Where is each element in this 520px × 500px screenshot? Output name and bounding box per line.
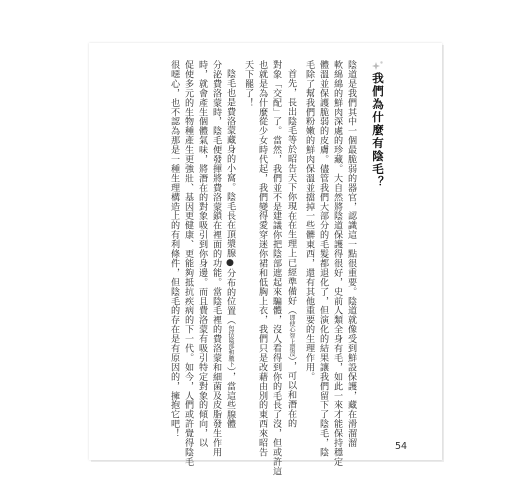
text-segment: 毛除了幫我們粉嫩的鮮肉保溫並擋掉一些髒東西，還有其他重要的生理作用。: [304, 60, 314, 382]
text-column: [197, 60, 207, 447]
text-column: [304, 60, 314, 381]
text-column: [332, 60, 342, 466]
text-column: [257, 60, 267, 457]
inline-note: 包括陰部和腋下: [227, 325, 234, 368]
text-column: [318, 60, 328, 457]
text-segment: 陰毛也是費洛蒙藏身的小窩。陰毛長在頂漿腺: [225, 69, 235, 258]
inline-note: 即使心智上還沒: [288, 314, 295, 357]
text-segment: 天下罷了！: [243, 60, 253, 108]
chapter-title: 我們為什麼有陰毛？: [371, 72, 385, 189]
text-segment: ●: [225, 258, 235, 269]
text-column: [271, 60, 281, 476]
text-column: [286, 69, 296, 428]
text-column: [169, 60, 179, 438]
page-number: 54: [395, 441, 408, 452]
text-segment: 陰道是我們其中一個最脆弱的器官，認識這一點很重要。陰道就像受到鮮設保護，藏在滑溜溜: [346, 60, 356, 448]
text-segment: ），當這些腺體: [225, 367, 235, 429]
text-segment: 時，就會產生個體氣味，將潛在的對象吸引到你身邊。而且費洛蒙有吸引特定對象的傾向，以: [197, 60, 207, 448]
text-column: [183, 60, 193, 466]
text-segment: 分布的位置（: [225, 268, 235, 326]
text-segment: 分泌費洛蒙時，陰毛便發揮將費洛蒙鎖在裡面的功能。當陰毛裡的費洛蒙和細菌及皮脂發生作用: [211, 60, 221, 457]
text-segment: 促使多元的生物種產生更強壯、基因更健康、更能夠抵抗疾病的下一代。如今，人們或許覺得陰毛: [183, 60, 193, 467]
text-segment: ），可以和潛在的: [286, 356, 296, 428]
sparkle-ornament-icon: [372, 60, 384, 70]
text-segment: 軟綿綿的鮮肉深處的珍藏。大自然將陰道保護得很好，史前人類全身有毛，如此一來才能保持穩定: [332, 60, 342, 467]
text-segment: 首先，長出陰毛等於昭告天下你現在在生理上已經準備好（: [286, 69, 296, 315]
text-segment: 也就是為什麼從少女時代起，我們變得愛穿迷你裙和低胸上衣，我們只是改藉由別的東西來昭告: [257, 60, 267, 457]
text-column: [211, 60, 221, 457]
text-segment: 對象「交配」了。當然，我們並不是建議你把陰部遮起來騙體，沒人看得到你的毛長了沒，但或許這: [271, 60, 281, 476]
text-column: [243, 60, 253, 107]
text-segment: 很噁心，也不認為那是一種生理構造上的有利條件，但陰毛的存在是有原因的，擁抱它吧！: [169, 60, 179, 438]
text-column: [225, 69, 235, 429]
text-segment: 體溫並保護脆弱的皮膚。儘管我們大部分的毛髮都退化了，但演化的結果讓我們留下了陰毛，陰: [318, 60, 328, 457]
text-column: [346, 60, 356, 447]
